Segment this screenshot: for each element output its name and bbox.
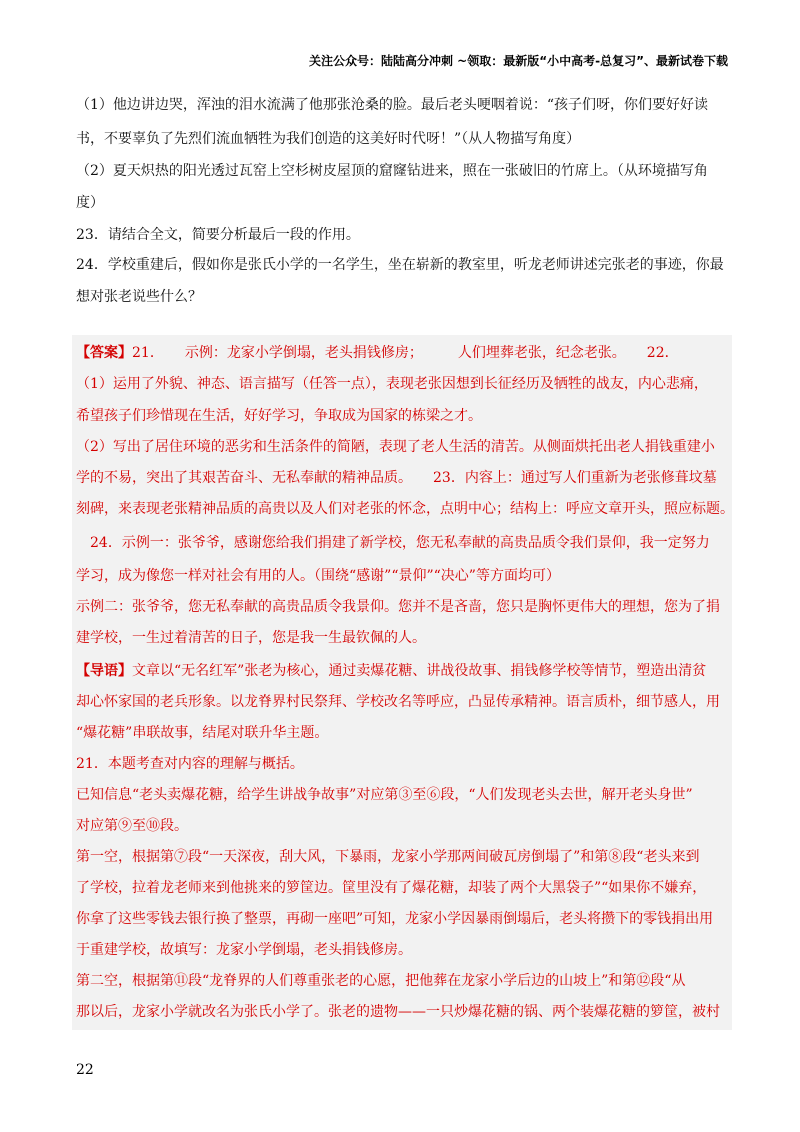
guide-tag: 【导语】 <box>76 663 132 679</box>
answer-text: 21． 示例：龙家小学倒塌，老头捐钱修房； 人们埋葬老张，纪念老张。 22． <box>132 345 679 361</box>
question-line: （2）夏天炽热的阳光透过瓦窑上空杉树皮屋顶的窟窿钻进来，照在一张破旧的竹席上。（从环境描写角 <box>76 163 708 179</box>
analysis-line: 那以后，龙家小学就改名为张氏小学了。张老的遗物——一只炒爆花糖的锅、两个装爆花糖的箩筐，被村 <box>76 1004 720 1020</box>
answer-line: 学的不易，突出了其艰苦奋斗、无私奉献的精神品质。 23．内容上：通过写人们重新为老张修葺坟墓 <box>76 470 717 486</box>
analysis-line: “爆花糖”串联故事，结尾对联升华主题。 <box>76 725 329 741</box>
answer-line: 24．示例一：张爷爷，感谢您给我们捐建了新学校，您无私奉献的高贵品质令我们景仰，我一定努力 <box>76 535 710 551</box>
answer-line: （2）写出了居住环境的恶劣和生活条件的简陋，表现了老人生活的清苦。从侧面烘托出老人捐钱重建小 <box>76 439 715 455</box>
answer-line <box>76 338 679 368</box>
question-line: 度） <box>76 195 104 211</box>
analysis-line: 于重建学校，故填写：龙家小学倒塌，老头捐钱修房。 <box>76 942 412 958</box>
analysis-line: 21．本题考查对内容的理解与概括。 <box>76 756 304 772</box>
analysis-line: 你拿了这些零钱去银行换了整票，再砌一座吧”可知，龙家小学因暴雨倒塌后，老头将攒下的零钱捐出用 <box>76 911 714 927</box>
question-24: 24．学校重建后，假如你是张氏小学的一名学生，坐在崭新的教室里，听龙老师讲述完张老的事迹，你最 <box>76 257 724 273</box>
analysis-line: 对应第⑨至⑩段。 <box>76 818 188 834</box>
question-line: 书，不要辜负了先烈们流血牺牲为我们创造的这美好时代呀！”（从人物描写角度） <box>76 131 581 147</box>
guide-line <box>76 656 706 686</box>
answer-tag: 【答案】 <box>76 345 132 361</box>
answer-line: 刻碑，来表现老张精神品质的高贵以及人们对老张的怀念，点明中心；结构上：呼应文章开头，照应标题。 <box>76 501 734 517</box>
question-line: （1）他边讲边哭，浑浊的泪水流满了他那张沧桑的脸。最后老头哽咽着说：“孩子们呀，你们要好好读 <box>76 97 709 113</box>
analysis-line: 已知信息“老头卖爆花糖，给学生讲战争故事”对应第③至⑥段，“人们发现老头去世，解开老头身世” <box>76 787 693 803</box>
guide-text: 文章以“无名红军”张老为核心，通过卖爆花糖、讲战役故事、捐钱修学校等情节，塑造出清贫 <box>132 663 707 679</box>
analysis-line: 第二空，根据第⑪段“龙脊界的人们尊重张老的心愿，把他葬在龙家小学后边的山坡上”和第⑫段“从 <box>76 973 686 989</box>
analysis-line: 了学校，拉着龙老师来到他挑来的箩筐边。筐里没有了爆花糖，却装了两个大黑袋子”“如果你不嫌弃， <box>76 880 707 896</box>
analysis-line: 第一空，根据第⑦段“一天深夜，刮大风，下暴雨，龙家小学那两间破瓦房倒塌了”和第⑧段“老头来到 <box>76 849 700 865</box>
answer-line: 学习，成为像您一样对社会有用的人。（围绕“感谢”“景仰”“决心”等方面均可） <box>76 568 560 584</box>
answer-line: 建学校，一生过着清苦的日子，您是我一生最钦佩的人。 <box>76 630 426 646</box>
page-header: 关注公众号：陆陆高分冲刺 ~领取：最新版“小中高考-总复习”、最新试卷下载 <box>309 54 728 68</box>
question-line: 想对张老说些什么？ <box>76 289 202 305</box>
page-number: 22 <box>76 1062 94 1078</box>
question-23: 23．请结合全文，简要分析最后一段的作用。 <box>76 227 360 243</box>
answer-line: （1）运用了外貌、神态、语言描写（任答一点），表现老张因想到长征经历及牺牲的战友，内心悲痛， <box>76 376 708 392</box>
answer-line: 示例二：张爷爷，您无私奉献的高贵品质令我景仰。您并不是吝啬，您只是胸怀更伟大的理想，您为了捐 <box>76 599 720 615</box>
answer-line: 希望孩子们珍惜现在生活，好好学习，争取成为国家的栋梁之才。 <box>76 408 482 424</box>
analysis-line: 却心怀家国的老兵形象。以龙脊界村民祭拜、学校改名等呼应，凸显传承精神。语言质朴，细节感人，用 <box>76 694 720 710</box>
